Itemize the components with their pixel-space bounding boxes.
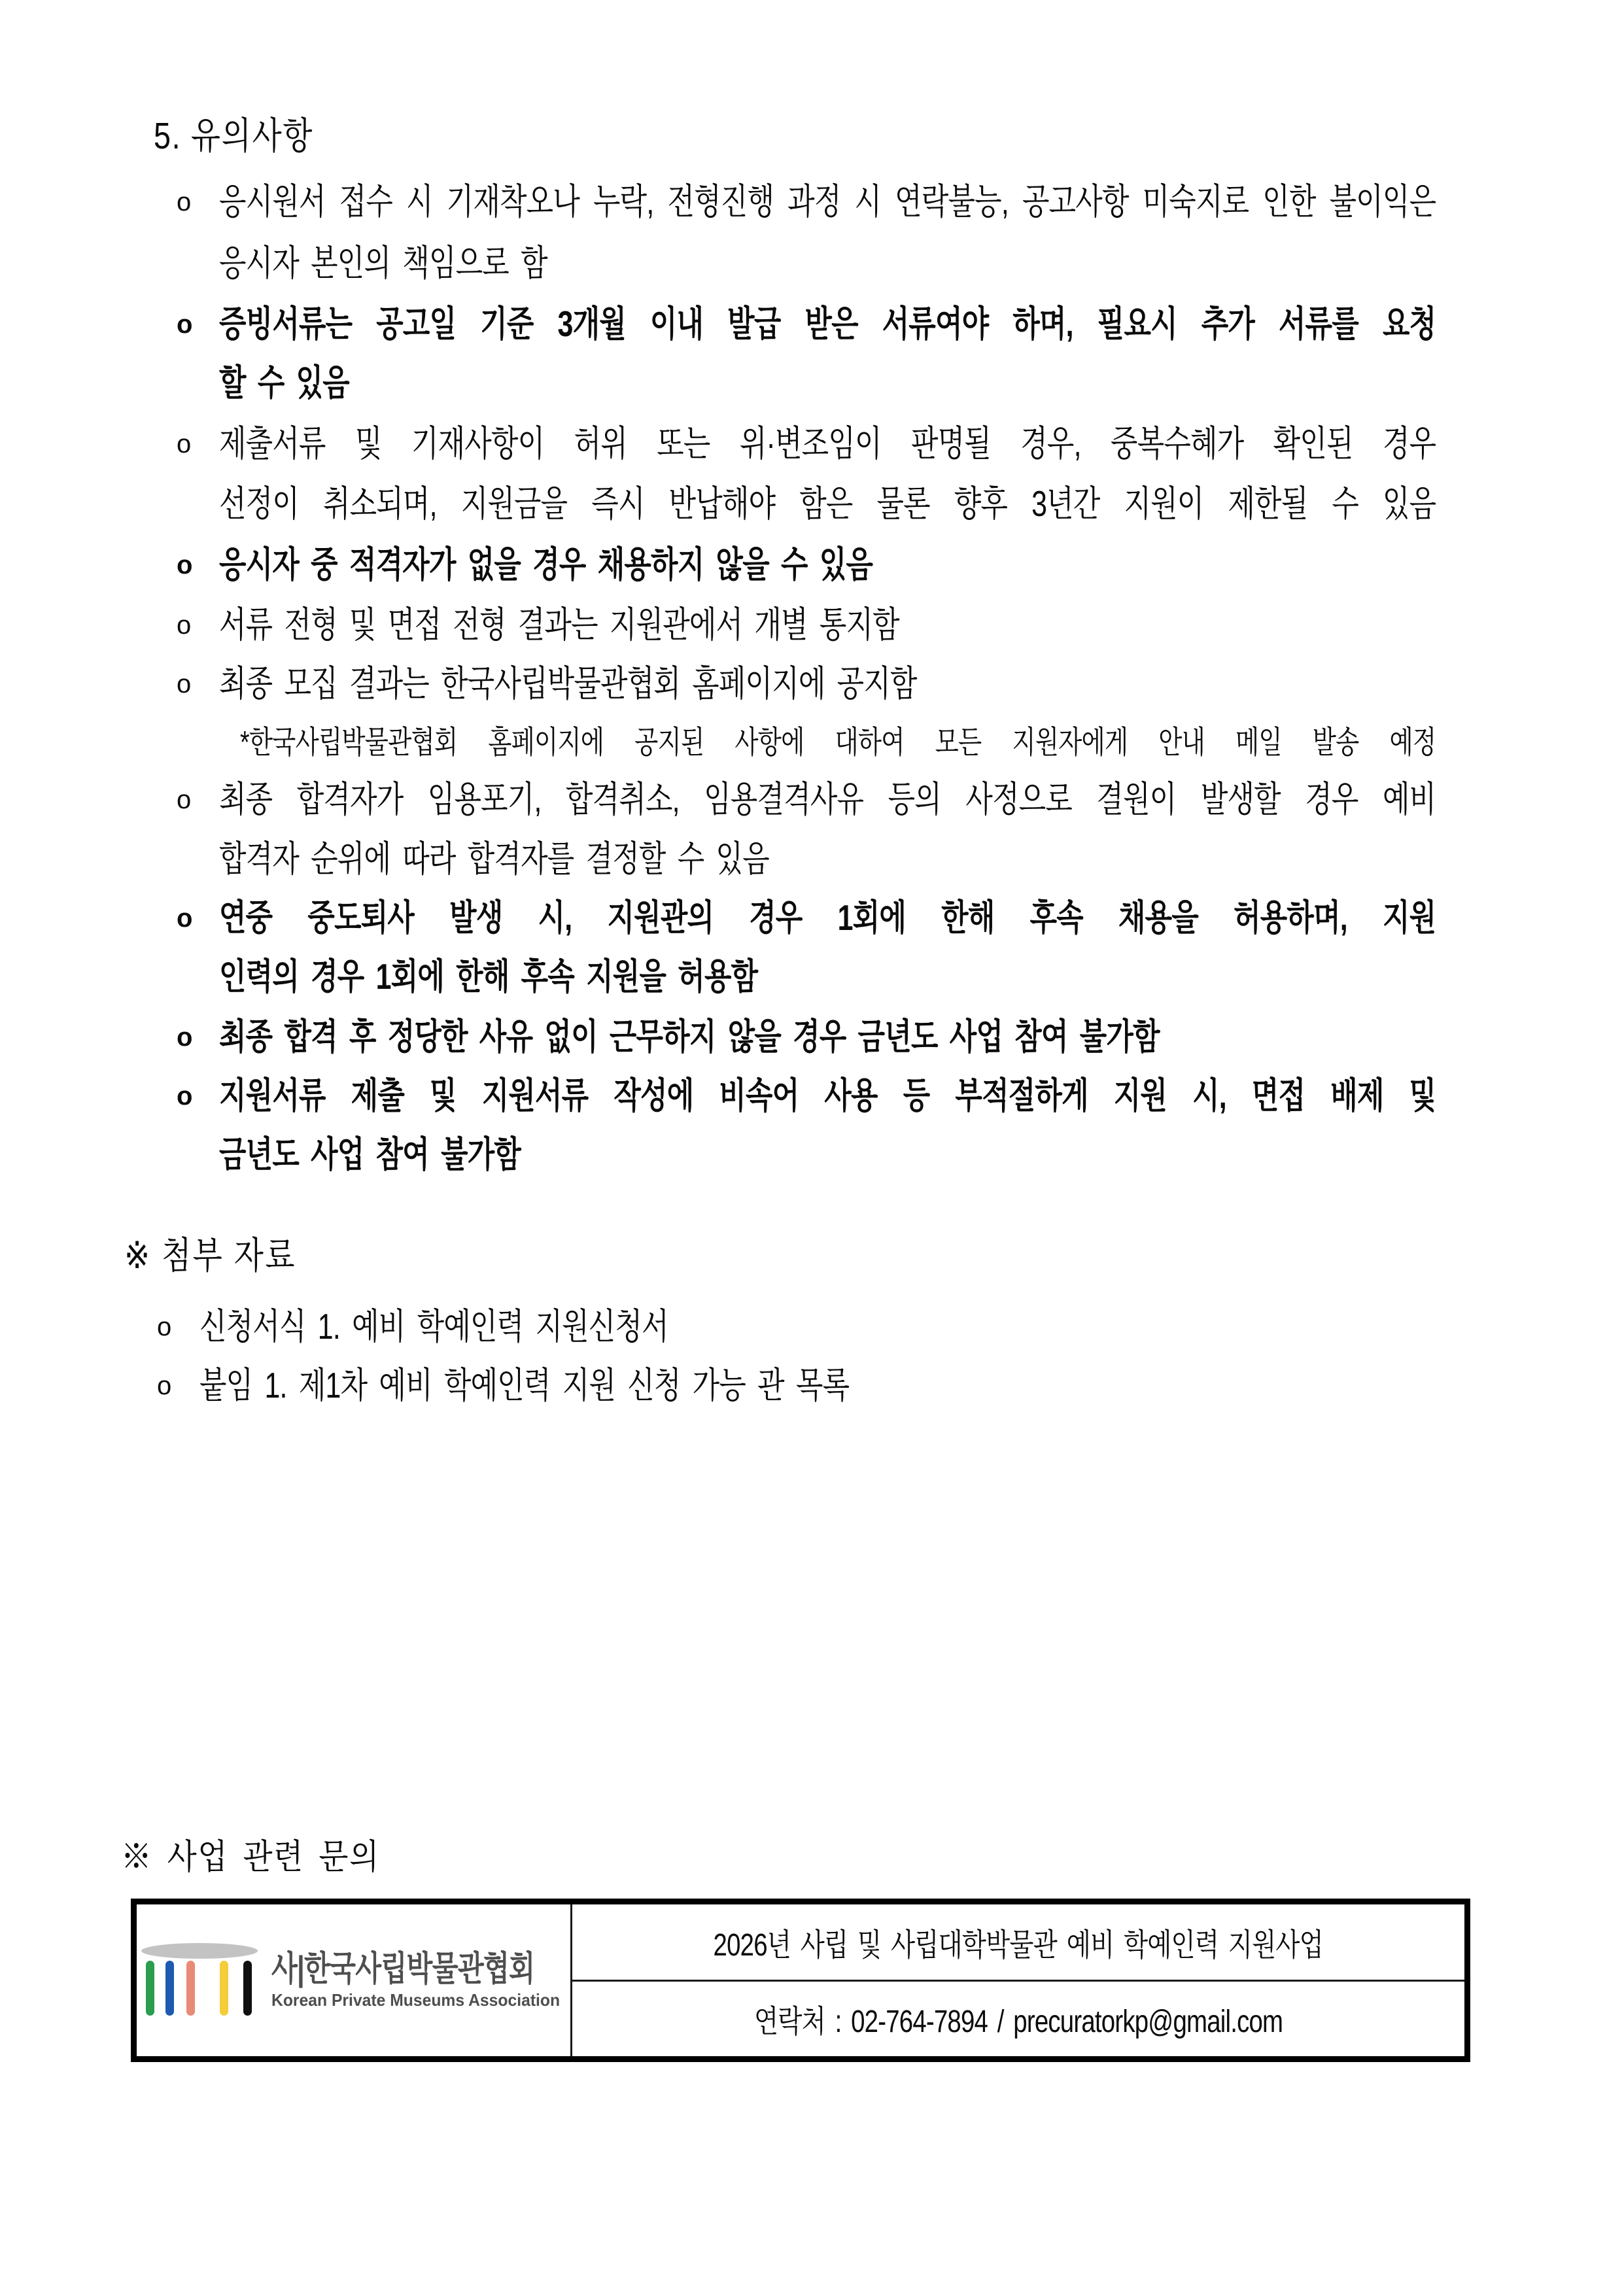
contact-detail: 연락처 : 02-764-7894 / precuratorkp@gmail.com xyxy=(753,2005,1283,2040)
logo-bar-icon xyxy=(220,1961,228,2016)
org-logo-cell xyxy=(137,1904,572,2056)
bullet-icon: o xyxy=(177,611,192,640)
section-title: 5. 유의사항 xyxy=(154,115,314,157)
announcement-page: 5. 유의사항 o 응시원서 접수 시 기재착오나 누락, 전형진행 과정 시 연락불능, 공고사항 미숙지로 인한 불이익은 응시자 본인의 책임으로 함 o 증빙서류는 공고일 기준 3개월 이내 발급 받은 서류여야 하며, 필요시 추가 서류를 요청 할 수 있음 o 제출서류 및 기재사항이 허위 또는 위·변조임이 판명될 경우, 중복수혜가 확인된 경우 선정이 취소되며, 지원금을 즉시 반납해야 함은 물론 향후 3년간 지원이 제한될 수 있음 o 응시자 중 적격자가 없을 경우 채용하지 않을 수 있음 o 서류 전형 및 면접 전형 결과는 지원관에서 개별 통지함 o 최종 모집 결과는 한국사립박물관협회 홈페이지에 공지함 *한국사립박물관협회 홈페이지에 공지된 사항에 대하여 모든 지원자에게 안내 메일 발송 예정 o 최종 합격자가 임용포기, 합격취소, 임용결격사유 등의 사정으로 결원이 발생할 경우 예비 합격자 순위에 따라 합격자를 결정할 수 있음 o 연중 중도퇴사 발생 시, 지원관의 경우 1회에 한해 후속 채용을 허용하며, 지원 인력의 경우 1회에 한해 후속 지원을 허용함 o 최종 합격 후 정당한 사유 없이 근무하지 않을 경우 금년도 사업 참여 불가함 o 지원서류 제출 및 지원서류 작성에 비속어 사용 등 부적절하게 지원 시, 면접 배제 및 금년도 사업 참여 불가함 ※ 첨부 자료 o 신청서식 1. 예비 학예인력 지원신청서 o 붙임 1. 제1차 예비 학예인력 지원 신청 가능 관 목록 ※ 사업 관련 문의 사|한국사립박물관협회 Korean Private Museums Association 2026년 사립 및 사립대학박물관 예비 학예인력 지원사업 연락처 : 02-764-7894 / precuratorkp@gmail.com xyxy=(0,0,1624,2289)
logo-bar-icon xyxy=(186,1961,195,2016)
bullet-icon: o xyxy=(177,1023,193,1052)
bullet-icon: o xyxy=(177,670,192,698)
org-logo-icon xyxy=(140,1943,261,2018)
contact-title: ※ 사업 관련 문의 xyxy=(121,1838,380,1876)
bullet-icon: o xyxy=(177,1082,193,1110)
logo-bar-icon xyxy=(243,1961,252,2016)
bullet-icon: o xyxy=(177,785,192,814)
program-name: 2026년 사립 및 사립대학박물관 예비 학예인력 지원사업 xyxy=(713,1927,1324,1963)
attachments-title: ※ 첨부 자료 xyxy=(124,1235,296,1277)
program-name-row xyxy=(572,1904,1464,1982)
org-name-english: Korean Private Museums Association xyxy=(271,1990,561,2010)
logo-roof-icon xyxy=(141,1943,258,1959)
bullet-icon: o xyxy=(177,904,193,933)
bullet-icon: o xyxy=(177,188,192,216)
contact-detail-row xyxy=(572,1982,1464,2057)
org-name-korean: 사|한국사립박물관협회 xyxy=(271,1950,535,1988)
bullet-icon: o xyxy=(177,310,193,339)
bullet-icon: o xyxy=(177,551,193,579)
contact-table xyxy=(131,1899,1470,2062)
bullet-icon: o xyxy=(157,1313,172,1341)
bullet-icon: o xyxy=(157,1371,172,1400)
bullet-icon: o xyxy=(177,430,192,458)
logo-bar-icon xyxy=(165,1961,174,2016)
org-name-block xyxy=(271,1950,567,2010)
logo-bar-icon xyxy=(146,1961,154,2016)
contact-info-cell xyxy=(572,1904,1464,2056)
